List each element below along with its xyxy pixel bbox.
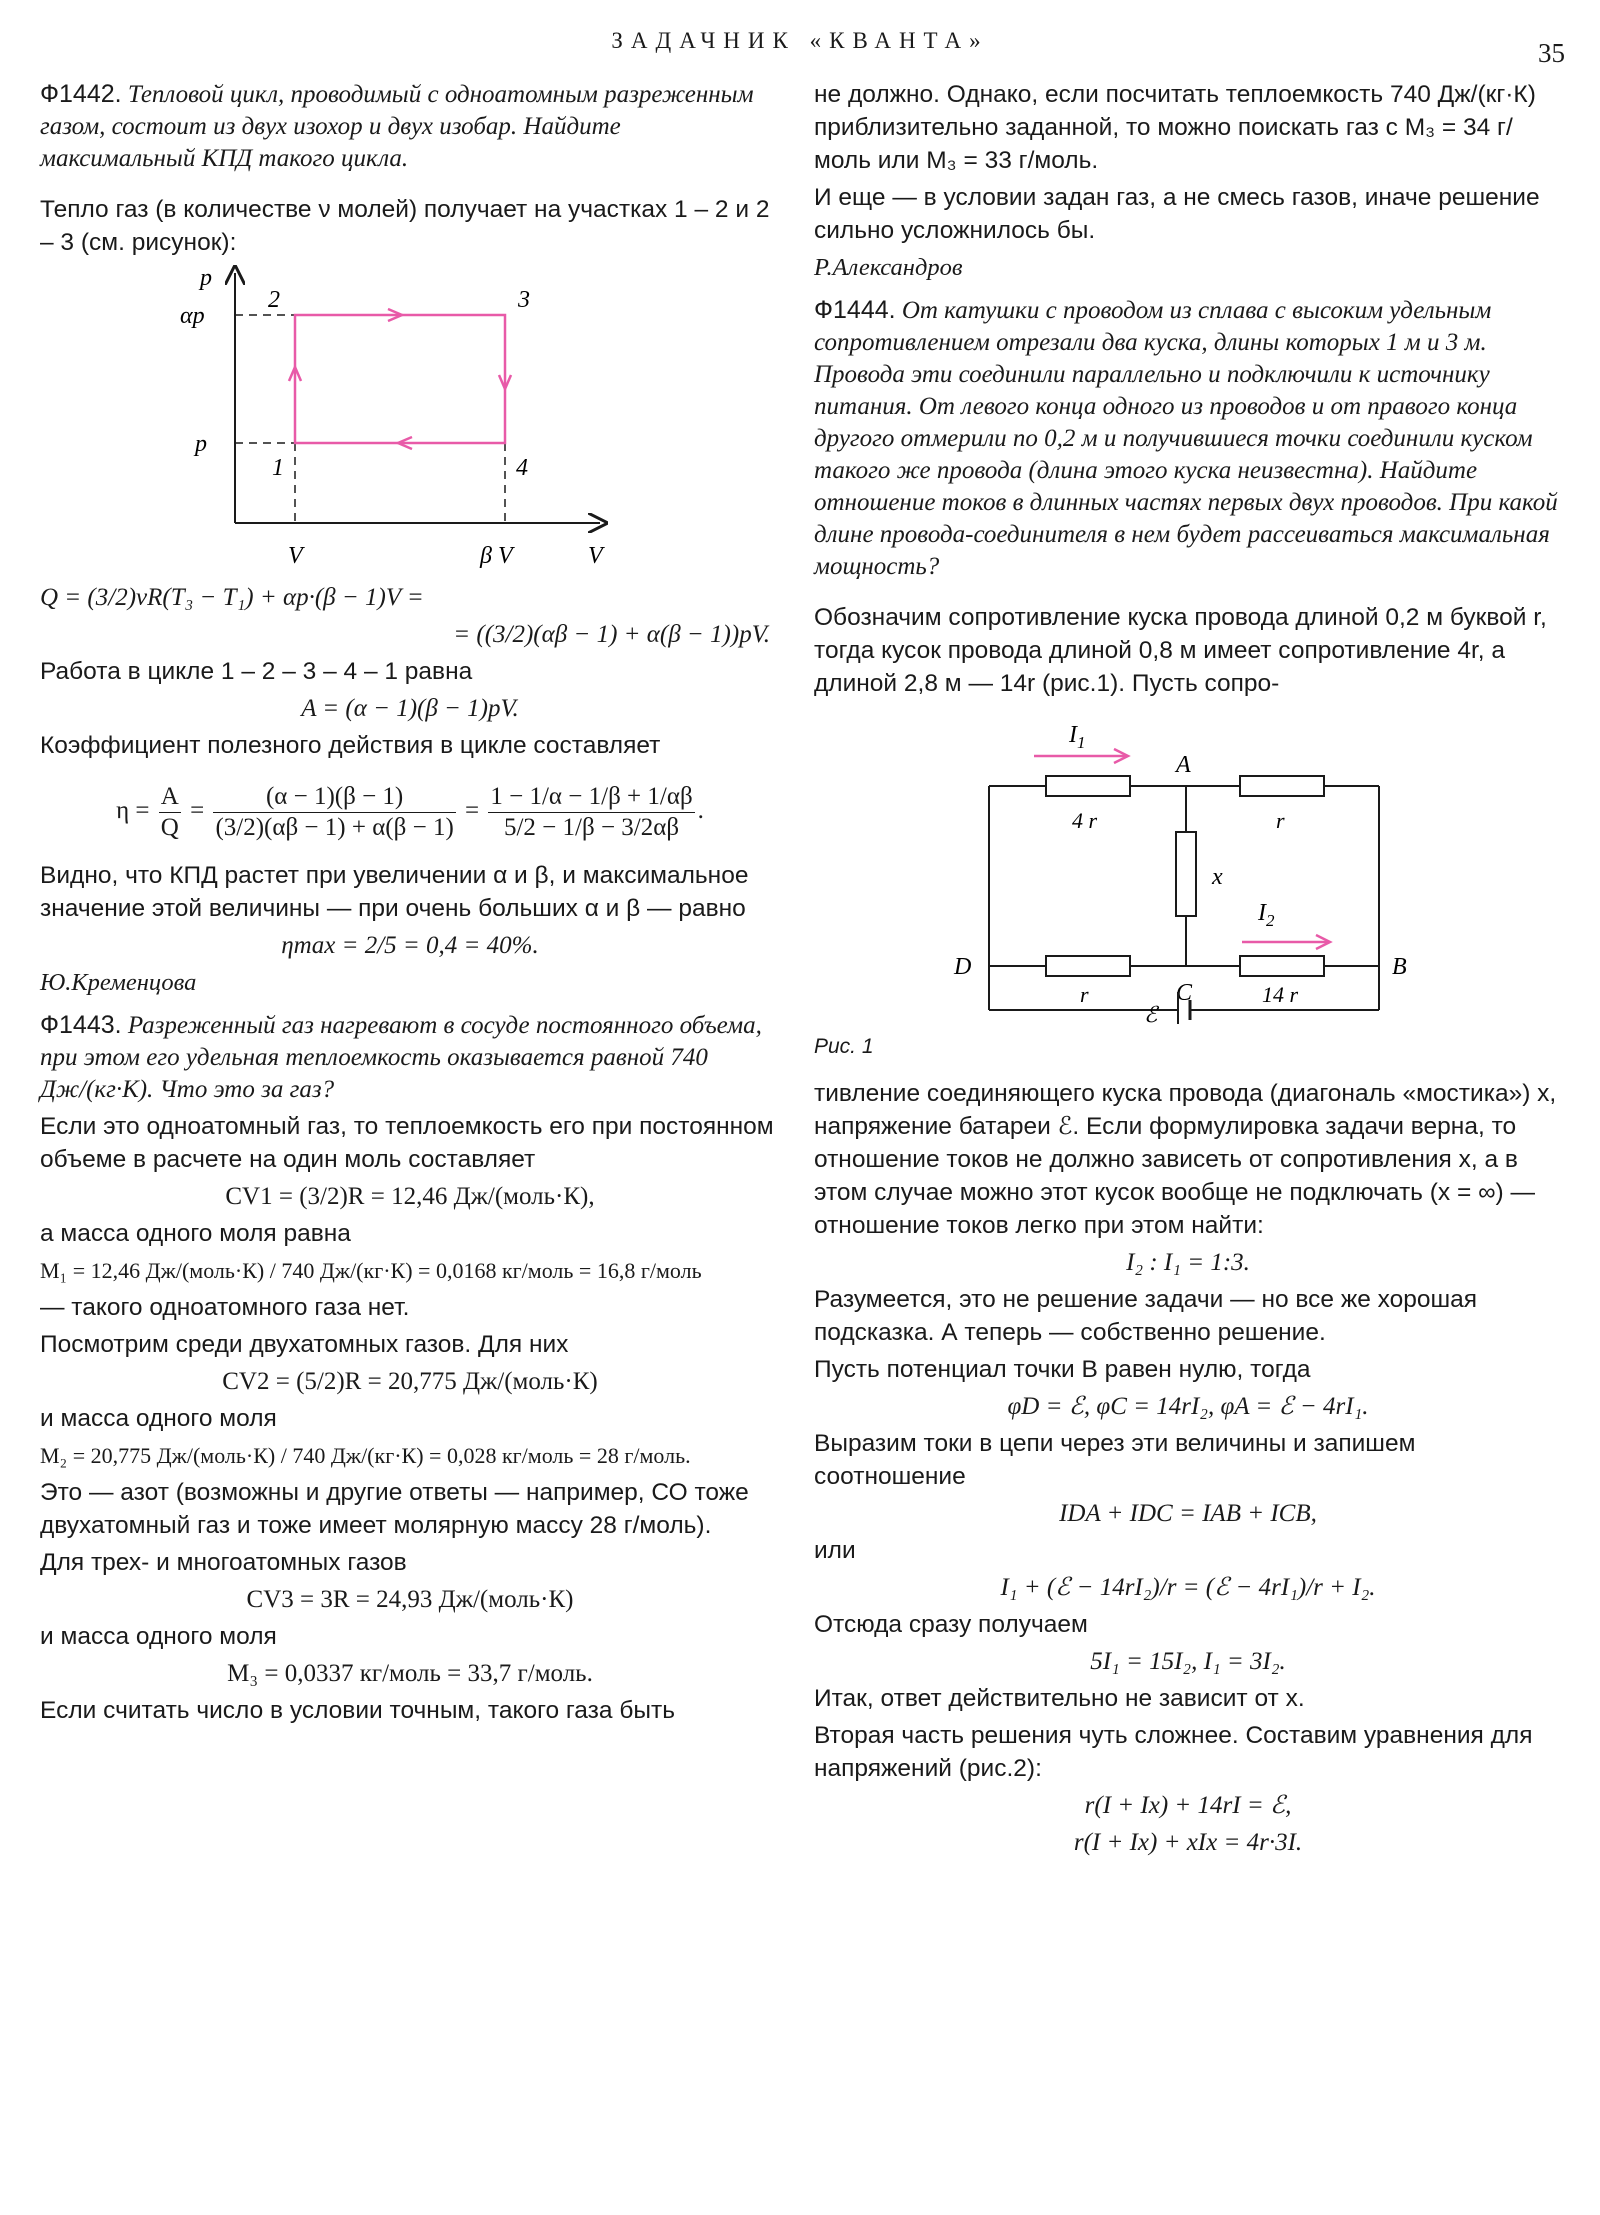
equation-currents: IDA + IDC = IAB + ICB, <box>1059 1500 1317 1527</box>
paragraph: Пусть потенциал точки B равен нулю, тогда <box>814 1356 1311 1383</box>
point-4: 4 <box>516 455 528 481</box>
equation-work: A = (α − 1)(β − 1)pV. <box>301 695 519 722</box>
tick-v: V <box>288 543 303 569</box>
paragraph: Итак, ответ действительно не зависит от x. <box>814 1685 1305 1712</box>
tick-ap: αp <box>180 303 205 329</box>
label-r-bottom: r <box>1080 982 1089 1007</box>
problem-text: Тепловой цикл, проводимый с одноатомным разреженным газом, состоит из двух изохор и двух изобар. Найдите максимальный КПД такого цикла. <box>40 81 754 172</box>
page-number: 35 <box>1538 38 1565 68</box>
label-i2: $I_2$ <box>1258 900 1275 930</box>
running-head: ЗАДАЧНИК «КВАНТА» <box>611 28 989 53</box>
paragraph: не должно. Однако, если посчитать теплоемкость 740 Дж/(кг·К) приблизительно заданной, то можно поискать газ с M₃ = 34 г/моль или M₃ = 33 г/моль. <box>814 81 1536 174</box>
problem-number: Ф1444. <box>814 296 896 324</box>
paragraph: — такого одноатомного газа нет. <box>40 1294 410 1321</box>
v-axis-label: V <box>588 543 603 569</box>
equation-potentials: φD = ℰ, φC = 14rI₂, φA = ℰ − 4rI₁. <box>1007 1393 1369 1420</box>
circuit-diagram <box>814 704 1562 1029</box>
paragraph: а масса одного моля равна <box>40 1220 351 1247</box>
circuit-svg <box>814 704 1562 1024</box>
paragraph: Тепло газ (в количестве ν молей) получает на участках 1 – 2 и 2 – 3 (см. рисунок): <box>40 196 770 256</box>
paragraph: Вторая часть решения чуть сложнее. Составим уравнения для напряжений (рис.2): <box>814 1722 1533 1782</box>
problem-number: Ф1443. <box>40 1011 122 1039</box>
problem-1444-statement <box>814 294 1562 583</box>
tick-bv: β V <box>480 543 513 569</box>
eta-lhs: η = <box>116 797 150 824</box>
paragraph: Это — азот (возможны и другие ответы — например, СО тоже двухатомный газ и тоже имеет молярную массу 28 г/моль). <box>40 1479 749 1539</box>
label-r-top: r <box>1276 808 1285 833</box>
problem-1443-statement <box>40 1009 780 1106</box>
equation-m2: M₂ = 20,775 Дж/(моль·К) / 740 Дж/(кг·К) = 0,028 кг/моль = 28 г/моль. <box>40 1443 691 1468</box>
label-4r: 4 r <box>1072 808 1098 833</box>
node-c: C <box>1176 980 1193 1006</box>
paragraph: Посмотрим среди двухатомных газов. Для них <box>40 1331 569 1358</box>
equation-cv1: CV1 = (3/2)R = 12,46 Дж/(моль·К), <box>225 1183 595 1210</box>
node-a: A <box>1176 752 1191 778</box>
equation-eta-max: ηmax = 2/5 = 0,4 = 40%. <box>281 932 539 959</box>
label-14r: 14 r <box>1262 982 1299 1007</box>
pv-diagram-svg <box>40 263 780 573</box>
label-x: x <box>1212 864 1223 890</box>
paragraph: Коэффициент полезного действия в цикле составляет <box>40 732 661 759</box>
equation-currents-expanded: I₁ + (ℰ − 14rI₂)/r = (ℰ − 4rI₁)/r + I₂. <box>1000 1574 1376 1601</box>
resistor-4r <box>1046 776 1130 796</box>
paragraph: Работа в цикле 1 – 2 – 3 – 4 – 1 равна <box>40 658 473 685</box>
resistor-14r <box>1240 956 1324 976</box>
label-i1: $I_1$ <box>1069 722 1086 752</box>
equation-result: 5I₁ = 15I₂, I₁ = 3I₂. <box>1090 1648 1286 1675</box>
paragraph: Для трех- и многоатомных газов <box>40 1549 407 1576</box>
tick-p: p <box>195 431 207 457</box>
paragraph: Обозначим сопротивление куска провода длиной 0,2 м буквой r, тогда кусок провода длиной 0,8 м имеет сопротивление 4r, а длиной 2,8 м — 14r (рис.1). Пусть сопро- <box>814 604 1547 697</box>
fraction: $\frac{1 - 1/\alpha - 1/\beta + 1/\alpha\beta}{5/2 - 1/\beta - 3/2\alpha\beta}$ <box>490 782 693 841</box>
paragraph: Отсюда сразу получаем <box>814 1611 1088 1638</box>
problem-1442-statement <box>40 78 780 175</box>
equation-voltage-1: r(I + Ix) + 14rI = ℰ, <box>1084 1792 1292 1819</box>
problem-number: Ф1442. <box>40 80 122 108</box>
equation-ratio: I₂ : I₁ = 1:3. <box>1126 1249 1250 1276</box>
paragraph: тивление соединяющего куска провода (диагональ «мостика») x, напряжение батареи ℰ. Если формулировка задачи верна, то отношение токов не должно зависеть от сопротивления x, а в этом случае можно этот кусок вообще не подключать (x = ∞) — отношение токов легко при этом найти: <box>814 1080 1557 1239</box>
node-b: B <box>1392 954 1407 980</box>
paragraph: и масса одного моля <box>40 1623 277 1650</box>
figure-caption: Рис. 1 <box>814 1035 874 1058</box>
label-emf: ℰ <box>1144 1002 1158 1024</box>
equation-m3: M₃ = 0,0337 кг/моль = 33,7 г/моль. <box>227 1660 593 1687</box>
paragraph: И еще — в условии задан газ, а не смесь газов, иначе решение сильно усложнилось бы. <box>814 184 1540 244</box>
paragraph: Выразим токи в цепи через эти величины и запишем соотношение <box>814 1430 1416 1490</box>
resistor-r-top <box>1240 776 1324 796</box>
node-d: D <box>954 954 972 980</box>
point-3: 3 <box>518 287 530 313</box>
right-column <box>814 78 1562 1863</box>
equation-efficiency: η = $\frac{A}{Q}$ = $\frac{(\alpha - 1)(\beta - 1)}{(3/2)(\alpha\beta - 1) + \alpha(\beta - 1)}$ = $\frac{1 - 1/\alpha - 1/\beta + 1/\alpha\beta}{5/2 - 1/\beta - 3/2\alpha\beta}$ . <box>116 782 704 841</box>
resistor-x <box>1176 832 1196 916</box>
fraction: $\frac{(\alpha - 1)(\beta - 1)}{(3/2)(\alpha\beta - 1) + \alpha(\beta - 1)}$ <box>215 782 454 841</box>
author-signature: Ю.Кременцова <box>40 969 197 996</box>
equation-voltage-2: r(I + Ix) + xIx = 4r·3I. <box>1073 1829 1303 1856</box>
cycle-path <box>295 315 505 443</box>
paragraph: или <box>814 1537 856 1564</box>
equation-q1: Q = (3/2)νR(T₃ − T₁) + αp·(β − 1)V = <box>40 584 424 611</box>
paragraph: Если считать число в условии точным, такого газа быть <box>40 1697 675 1724</box>
point-2: 2 <box>268 287 280 313</box>
equation-q2: = ((3/2)(αβ − 1) + α(β − 1))pV. <box>453 621 770 648</box>
resistor-r-bottom <box>1046 956 1130 976</box>
paragraph: Если это одноатомный газ, то теплоемкость его при постоянном объеме в расчете на один моль составляет <box>40 1113 774 1173</box>
paragraph: и масса одного моля <box>40 1405 277 1432</box>
author-signature: Р.Александров <box>814 254 963 281</box>
equation-m1: M₁ = 12,46 Дж/(моль·К) / 740 Дж/(кг·К) = 0,0168 кг/моль = 16,8 г/моль <box>40 1258 702 1283</box>
paragraph: Разумеется, это не решение задачи — но все же хорошая подсказка. А теперь — собственно решение. <box>814 1286 1478 1346</box>
p-axis-label: p <box>200 265 212 291</box>
point-1: 1 <box>272 455 284 481</box>
equation-cv2: CV2 = (5/2)R = 20,775 Дж/(моль·К) <box>222 1368 598 1395</box>
problem-text: Разреженный газ нагревают в сосуде постоянного объема, при этом его удельная теплоемкость оказывается равной 740 Дж/(кг·К). Что это за газ? <box>40 1012 762 1103</box>
paragraph: Видно, что КПД растет при увеличении α и β, и максимальное значение этой величины — при очень больших α и β — равно <box>40 862 749 922</box>
problem-text: От катушки с проводом из сплава с высоким удельным сопротивлением отрезали два куска, длины которых 1 м и 3 м. Провода эти соединили параллельно и подключили к источнику питания. От левого конца одного из проводов и от правого конца другого отмерили по 0,2 м и получившиеся точки соединили куском такого же провода (длина этого куска неизвестна). Найдите отношение токов в длинных частях первых двух проводов. При какой длине провода-соединителя в нем будет рассеиваться максимальная мощность? <box>814 297 1558 580</box>
equation-cv3: CV3 = 3R = 24,93 Дж/(моль·К) <box>246 1586 574 1613</box>
fraction: $\frac{A}{Q}$ <box>160 782 179 841</box>
left-column <box>40 78 780 1731</box>
pv-diagram <box>40 263 780 578</box>
